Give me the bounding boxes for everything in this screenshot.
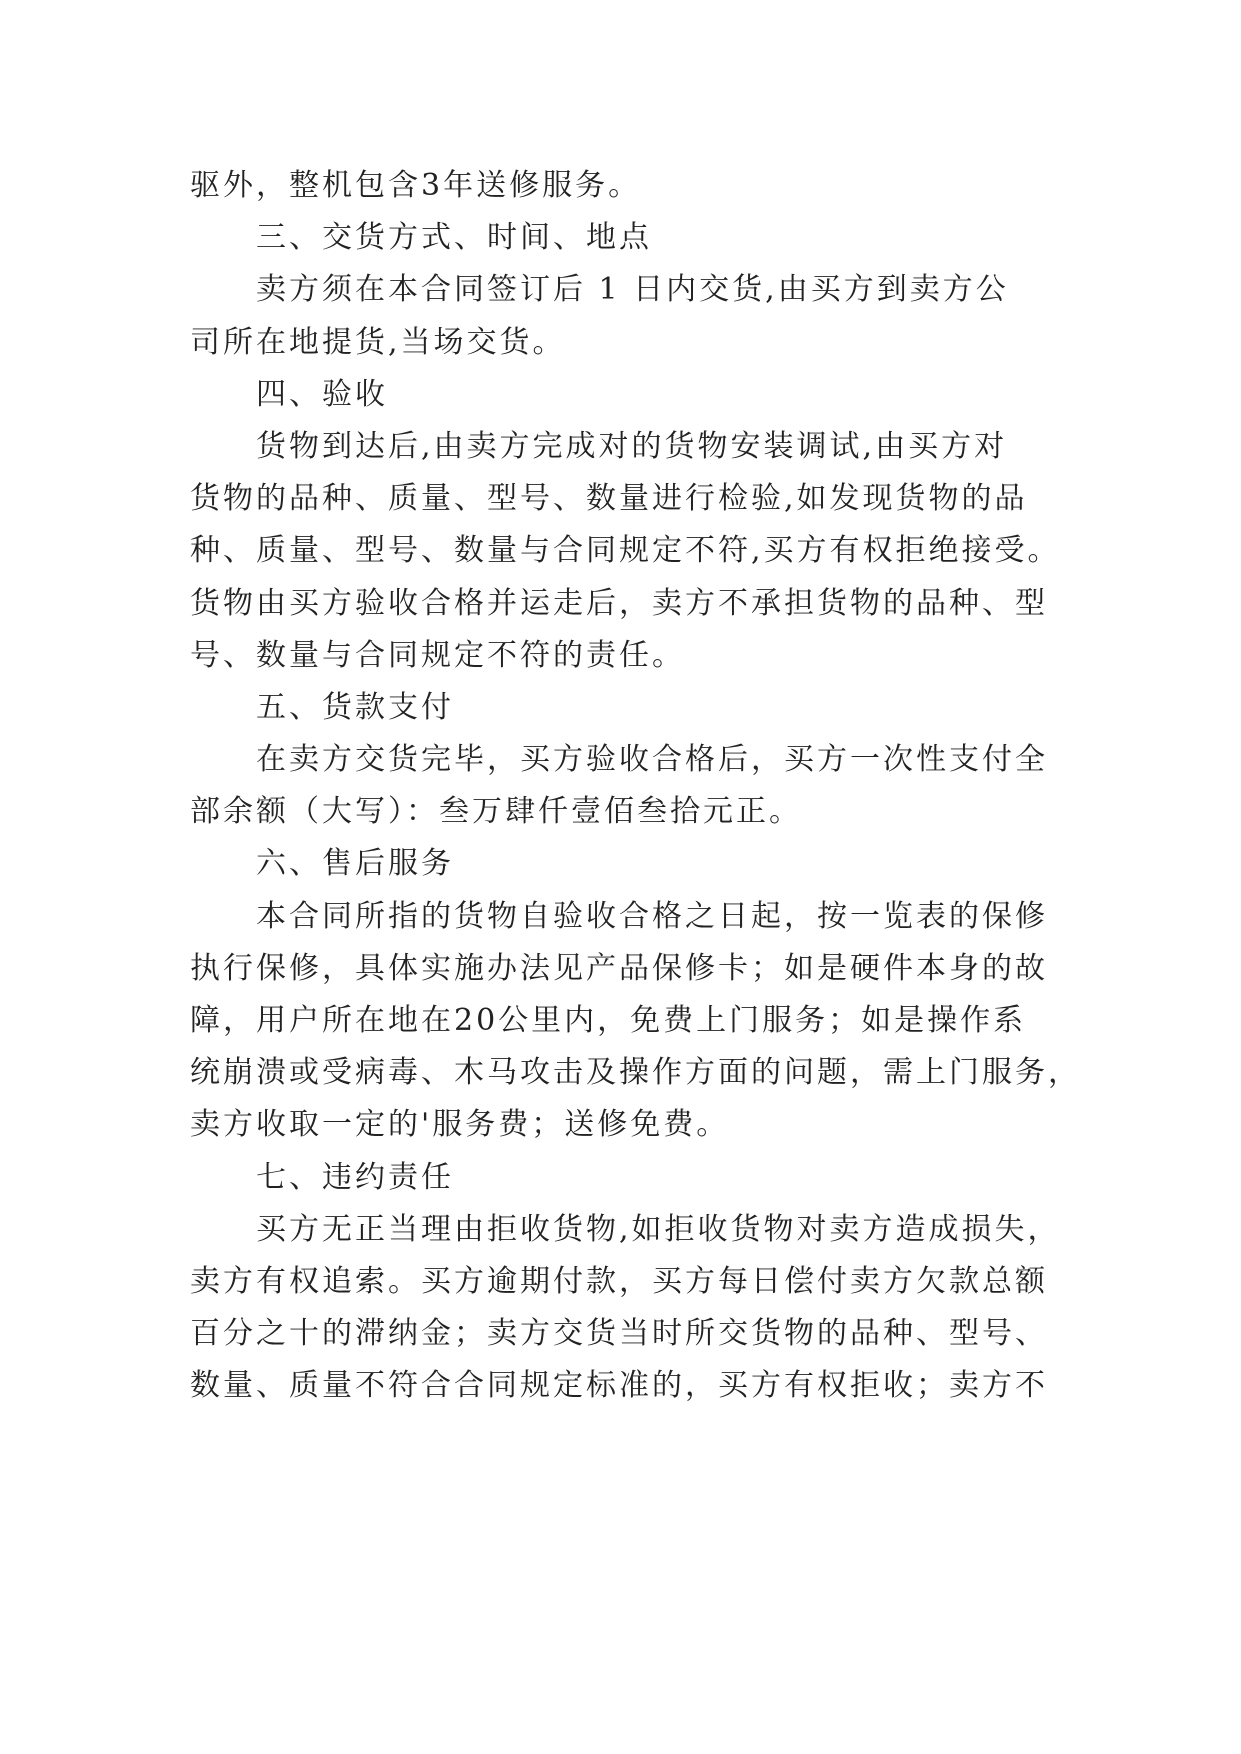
section-heading-delivery: 三、交货方式、时间、地点 xyxy=(256,220,652,256)
paragraph-line: 数量、质量不符合合同规定标准的，买方有权拒收；卖方不 xyxy=(190,1368,1048,1404)
paragraph-line: 统崩溃或受病毒、木马攻击及操作方面的问题，需上门服务， xyxy=(190,1055,1081,1091)
paragraph-line: 百分之十的滞纳金；卖方交货当时所交货物的品种、型号、 xyxy=(190,1316,1048,1352)
paragraph-line: 号、数量与合同规定不符的责任。 xyxy=(190,637,685,673)
paragraph-line: 执行保修，具体实施办法见产品保修卡；如是硬件本身的故 xyxy=(190,950,1048,986)
section-heading-liability: 七、违约责任 xyxy=(256,1159,454,1195)
paragraph-line: 货物的品种、质量、型号、数量进行检验,如发现货物的品 xyxy=(190,481,1028,517)
section-heading-payment: 五、货款支付 xyxy=(256,689,454,725)
paragraph-line: 卖方收取一定的'服务费；送修免费。 xyxy=(190,1107,730,1143)
paragraph-line: 本合同所指的货物自验收合格之日起，按一览表的保修 xyxy=(256,898,1048,934)
paragraph-line: 卖方须在本合同签订后 1 日内交货,由买方到卖方公 xyxy=(256,272,1009,308)
paragraph-line: 货物到达后,由卖方完成对的货物安装调试,由买方对 xyxy=(256,428,1008,464)
paragraph-line: 卖方有权追索。买方逾期付款，买方每日偿付卖方欠款总额 xyxy=(190,1263,1048,1299)
document-body xyxy=(190,160,1081,1413)
section-heading-after-sales: 六、售后服务 xyxy=(256,846,454,882)
paragraph-line: 在卖方交货完毕，买方验收合格后，买方一次性支付全 xyxy=(256,742,1048,778)
paragraph-line: 驱外，整机包含3年送修服务。 xyxy=(190,168,642,203)
paragraph-line: 种、质量、型号、数量与合同规定不符,买方有权拒绝接受。 xyxy=(190,533,1061,569)
paragraph-line: 司所在地提货,当场交货。 xyxy=(190,324,566,360)
paragraph-line: 货物由买方验收合格并运走后，卖方不承担货物的品种、型 xyxy=(190,585,1048,621)
section-heading-acceptance: 四、验收 xyxy=(256,376,388,412)
paragraph-line: 买方无正当理由拒收货物,如拒收货物对卖方造成损失， xyxy=(256,1211,1061,1247)
paragraph-line: 部余额（大写）：叁万肆仟壹佰叁拾元正。 xyxy=(190,794,802,830)
paragraph-line: 障，用户所在地在20公里内，免费上门服务；如是操作系 xyxy=(190,1003,1027,1038)
